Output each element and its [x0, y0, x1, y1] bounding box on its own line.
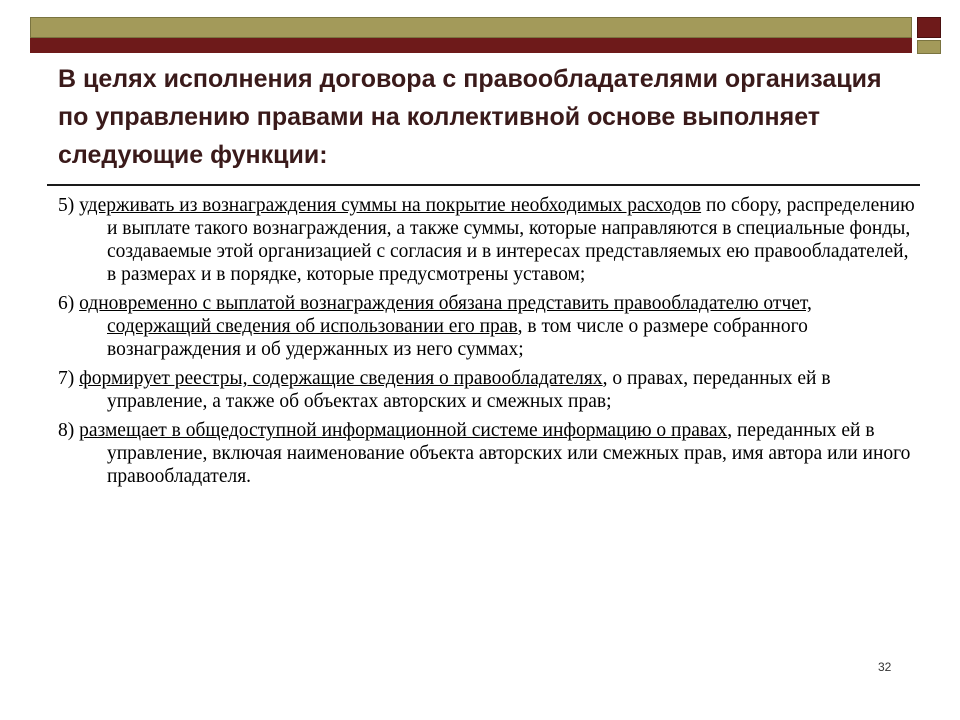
list-item [58, 419, 918, 488]
item-underlined-text: удерживать из вознаграждения суммы на покрытие необходимых расходов [79, 195, 702, 216]
corner-square-olive [917, 40, 941, 54]
header-bar [30, 17, 912, 53]
item-text: , в том числе о размере собранного вознаграждения и об удержанных из него суммах; [107, 316, 808, 360]
item-underlined-text: формирует реестры, содержащие сведения о правообладателях [79, 368, 603, 389]
item-text: по сбору, распределению и выплате такого вознаграждения, а также суммы, которые направляются в специальные фонды, создаваемые этой организацией с согласия и в интересах представляемых ею правообладателей, в размерах и в порядке, которые предусмотрены уставом; [107, 195, 915, 285]
item-underlined-text: размещает в общедоступной информационной системе информацию о правах [79, 420, 728, 441]
item-number: 5) [58, 195, 75, 216]
page-number: 32 [878, 660, 892, 674]
list-item [58, 292, 918, 361]
item-number: 8) [58, 420, 75, 441]
list-item [58, 194, 918, 286]
item-number: 6) [58, 293, 75, 314]
corner-square-dark [917, 17, 941, 38]
header-bar-olive-band [30, 17, 912, 38]
title-divider [47, 184, 920, 186]
list-item [58, 367, 918, 413]
item-number: 7) [58, 368, 75, 389]
item-text: , переданных ей в управление, включая наименование объекта авторских или смежных прав, имя автора или иного правообладателя. [107, 420, 911, 487]
function-list [58, 194, 918, 494]
slide-title: В целях исполнения договора с правообладателями организация по управлению правами на коллективной основе выполняет следующие функции: [58, 65, 882, 169]
item-text: , о правах, переданных ей в управление, а также об объектах авторских и смежных прав; [107, 368, 831, 412]
item-underlined-text: одновременно с выплатой вознаграждения обязана представить правообладателю отчет, содержащий сведения об использовании его прав [79, 293, 812, 337]
